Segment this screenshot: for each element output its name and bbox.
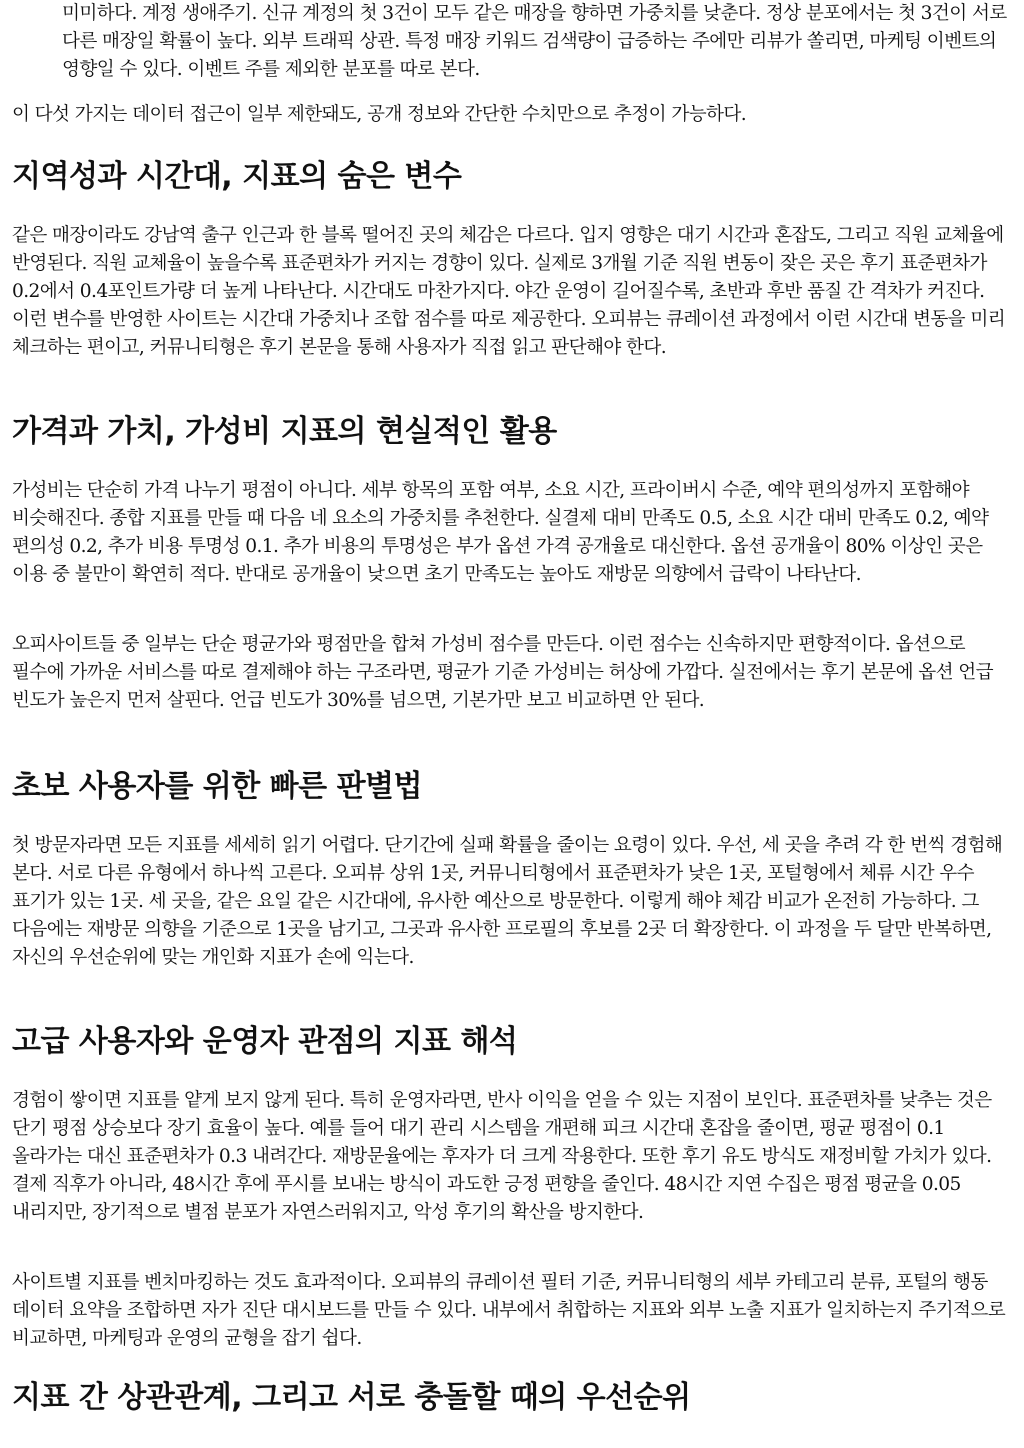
value-paragraph-2: 오피사이트들 중 일부는 단순 평균가와 평점만을 합쳐 가성비 점수를 만든다. 이런 점수는 신속하지만 편향적이다. 옵션으로 필수에 가까운 서비스를 따로 결제해야 하는 구조라면, 평균가 기준 가성비는 허상에 가깝다. 실전에서는 후기 본문에 옵션 언급 빈도가 높은지 먼저 살핀다. 언급 빈도가 30%를 넘으면, 기본가만 보고 비교하면 안 된다. — [12, 634, 994, 711]
section-heading-beginner: 초보 사용자를 위한 빠른 판별법 — [12, 769, 423, 804]
section-heading-locality: 지역성과 시간대, 지표의 숨은 변수 — [12, 159, 462, 194]
value-paragraph-1: 가성비는 단순히 가격 나누기 평점이 아니다. 세부 항목의 포함 여부, 소요 시간, 프라이버시 수준, 예약 편의성까지 포함해야 비슷해진다. 종합 지표를 만들 때 다음 네 요소의 가중치를 추천한다. 실결제 대비 만족도 0.5, 소요 시간 대비 만족도 0.2, 예약 편의성 0.2, 추가 비용 투명성 0.1. 추가 비용의 투명성은 부가 옵션 가격 공개율로 대신한다. 옵션 공개율이 80% 이상인 곳은 이용 중 불만이 확연히 적다. 반대로 공개율이 낮으면 초기 만족도는 높아도 재방문 의향에서 급락이 나타난다. — [12, 480, 989, 585]
locality-paragraph: 같은 매장이라도 강남역 출구 인근과 한 블록 떨어진 곳의 체감은 다르다. 입지 영향은 대기 시간과 혼잡도, 그리고 직원 교체율에 반영된다. 직원 교체율이 높을수록 표준편차가 커지는 경향이 있다. 실제로 3개월 기준 직원 변동이 잦은 곳은 후기 표준편차가 0.2에서 0.4포인트가량 더 높게 나타난다. 시간대도 마찬가지다. 야간 운영이 길어질수록, 초반과 후반 품질 간 격차가 커진다. 이런 변수를 반영한 사이트는 시간대 가중치나 조합 점수를 따로 제공한다. 오피뷰는 큐레이션 과정에서 이런 시간대 변동을 미리 체크하는 편이고, 커뮤니티형은 후기 본문을 통해 사용자가 직접 읽고 판단해야 한다. — [12, 225, 1006, 358]
list-item-continuation: 미미하다. 계정 생애주기. 신규 계정의 첫 3건이 모두 같은 매장을 향하면 가중치를 낮춘다. 정상 분포에서는 첫 3건이 서로 다른 매장일 확률이 높다. 외부 트래픽 상관. 특정 매장 키워드 검색량이 급증하는 주에만 리뷰가 쏠리면, 마케팅 이벤트의 영향일 수 있다. 이벤트 주를 제외한 분포를 따로 본다. — [62, 3, 1007, 80]
intro-summary: 이 다섯 가지는 데이터 접근이 일부 제한돼도, 공개 정보와 간단한 수치만으로 추정이 가능하다. — [12, 104, 747, 125]
section-heading-value: 가격과 가치, 가성비 지표의 현실적인 활용 — [12, 414, 557, 449]
advanced-paragraph-1: 경험이 쌓이면 지표를 얕게 보지 않게 된다. 특히 운영자라면, 반사 이익을 얻을 수 있는 지점이 보인다. 표준편차를 낮추는 것은 단기 평점 상승보다 장기 효율이 높다. 예를 들어 대기 관리 시스템을 개편해 피크 시간대 혼잡을 줄이면, 평균 평점이 0.1 올라가는 대신 표준편차가 0.3 내려간다. 재방문율에는 후자가 더 크게 작용한다. 또한 후기 유도 방식도 재정비할 가치가 있다. 결제 직후가 아니라, 48시간 후에 푸시를 보내는 방식이 과도한 긍정 편향을 줄인다. 48시간 지연 수집은 평점 평균을 0.05 내리지만, 장기적으로 별점 분포가 자연스러워지고, 악성 후기의 확산을 방지한다. — [12, 1090, 992, 1223]
section-heading-advanced: 고급 사용자와 운영자 관점의 지표 해석 — [12, 1024, 518, 1059]
beginner-paragraph: 첫 방문자라면 모든 지표를 세세히 읽기 어렵다. 단기간에 실패 확률을 줄이는 요령이 있다. 우선, 세 곳을 추려 각 한 번씩 경험해 본다. 서로 다른 유형에서 하나씩 고른다. 오피뷰 상위 1곳, 커뮤니티형에서 표준편차가 낮은 1곳, 포털형에서 체류 시간 우수 표기가 있는 1곳. 세 곳을, 같은 요일 같은 시간대에, 유사한 예산으로 방문한다. 이렇게 해야 체감 비교가 온전히 가능하다. 그 다음에는 재방문 의향을 기준으로 1곳을 남기고, 그곳과 유사한 프로필의 후보를 2곳 더 확장한다. 이 과정을 두 달만 반복하면, 자신의 우선순위에 맞는 개인화 지표가 손에 익는다. — [12, 835, 1003, 968]
section-heading-correlation: 지표 간 상관관계, 그리고 서로 충돌할 때의 우선순위 — [12, 1380, 691, 1415]
advanced-paragraph-2: 사이트별 지표를 벤치마킹하는 것도 효과적이다. 오피뷰의 큐레이션 필터 기준, 커뮤니티형의 세부 카테고리 분류, 포털의 행동 데이터 요약을 조합하면 자가 진단 대시보드를 만들 수 있다. 내부에서 취합하는 지표와 외부 노출 지표가 일치하는지 주기적으로 비교하면, 마케팅과 운영의 균형을 잡기 쉽다. — [12, 1272, 1006, 1349]
